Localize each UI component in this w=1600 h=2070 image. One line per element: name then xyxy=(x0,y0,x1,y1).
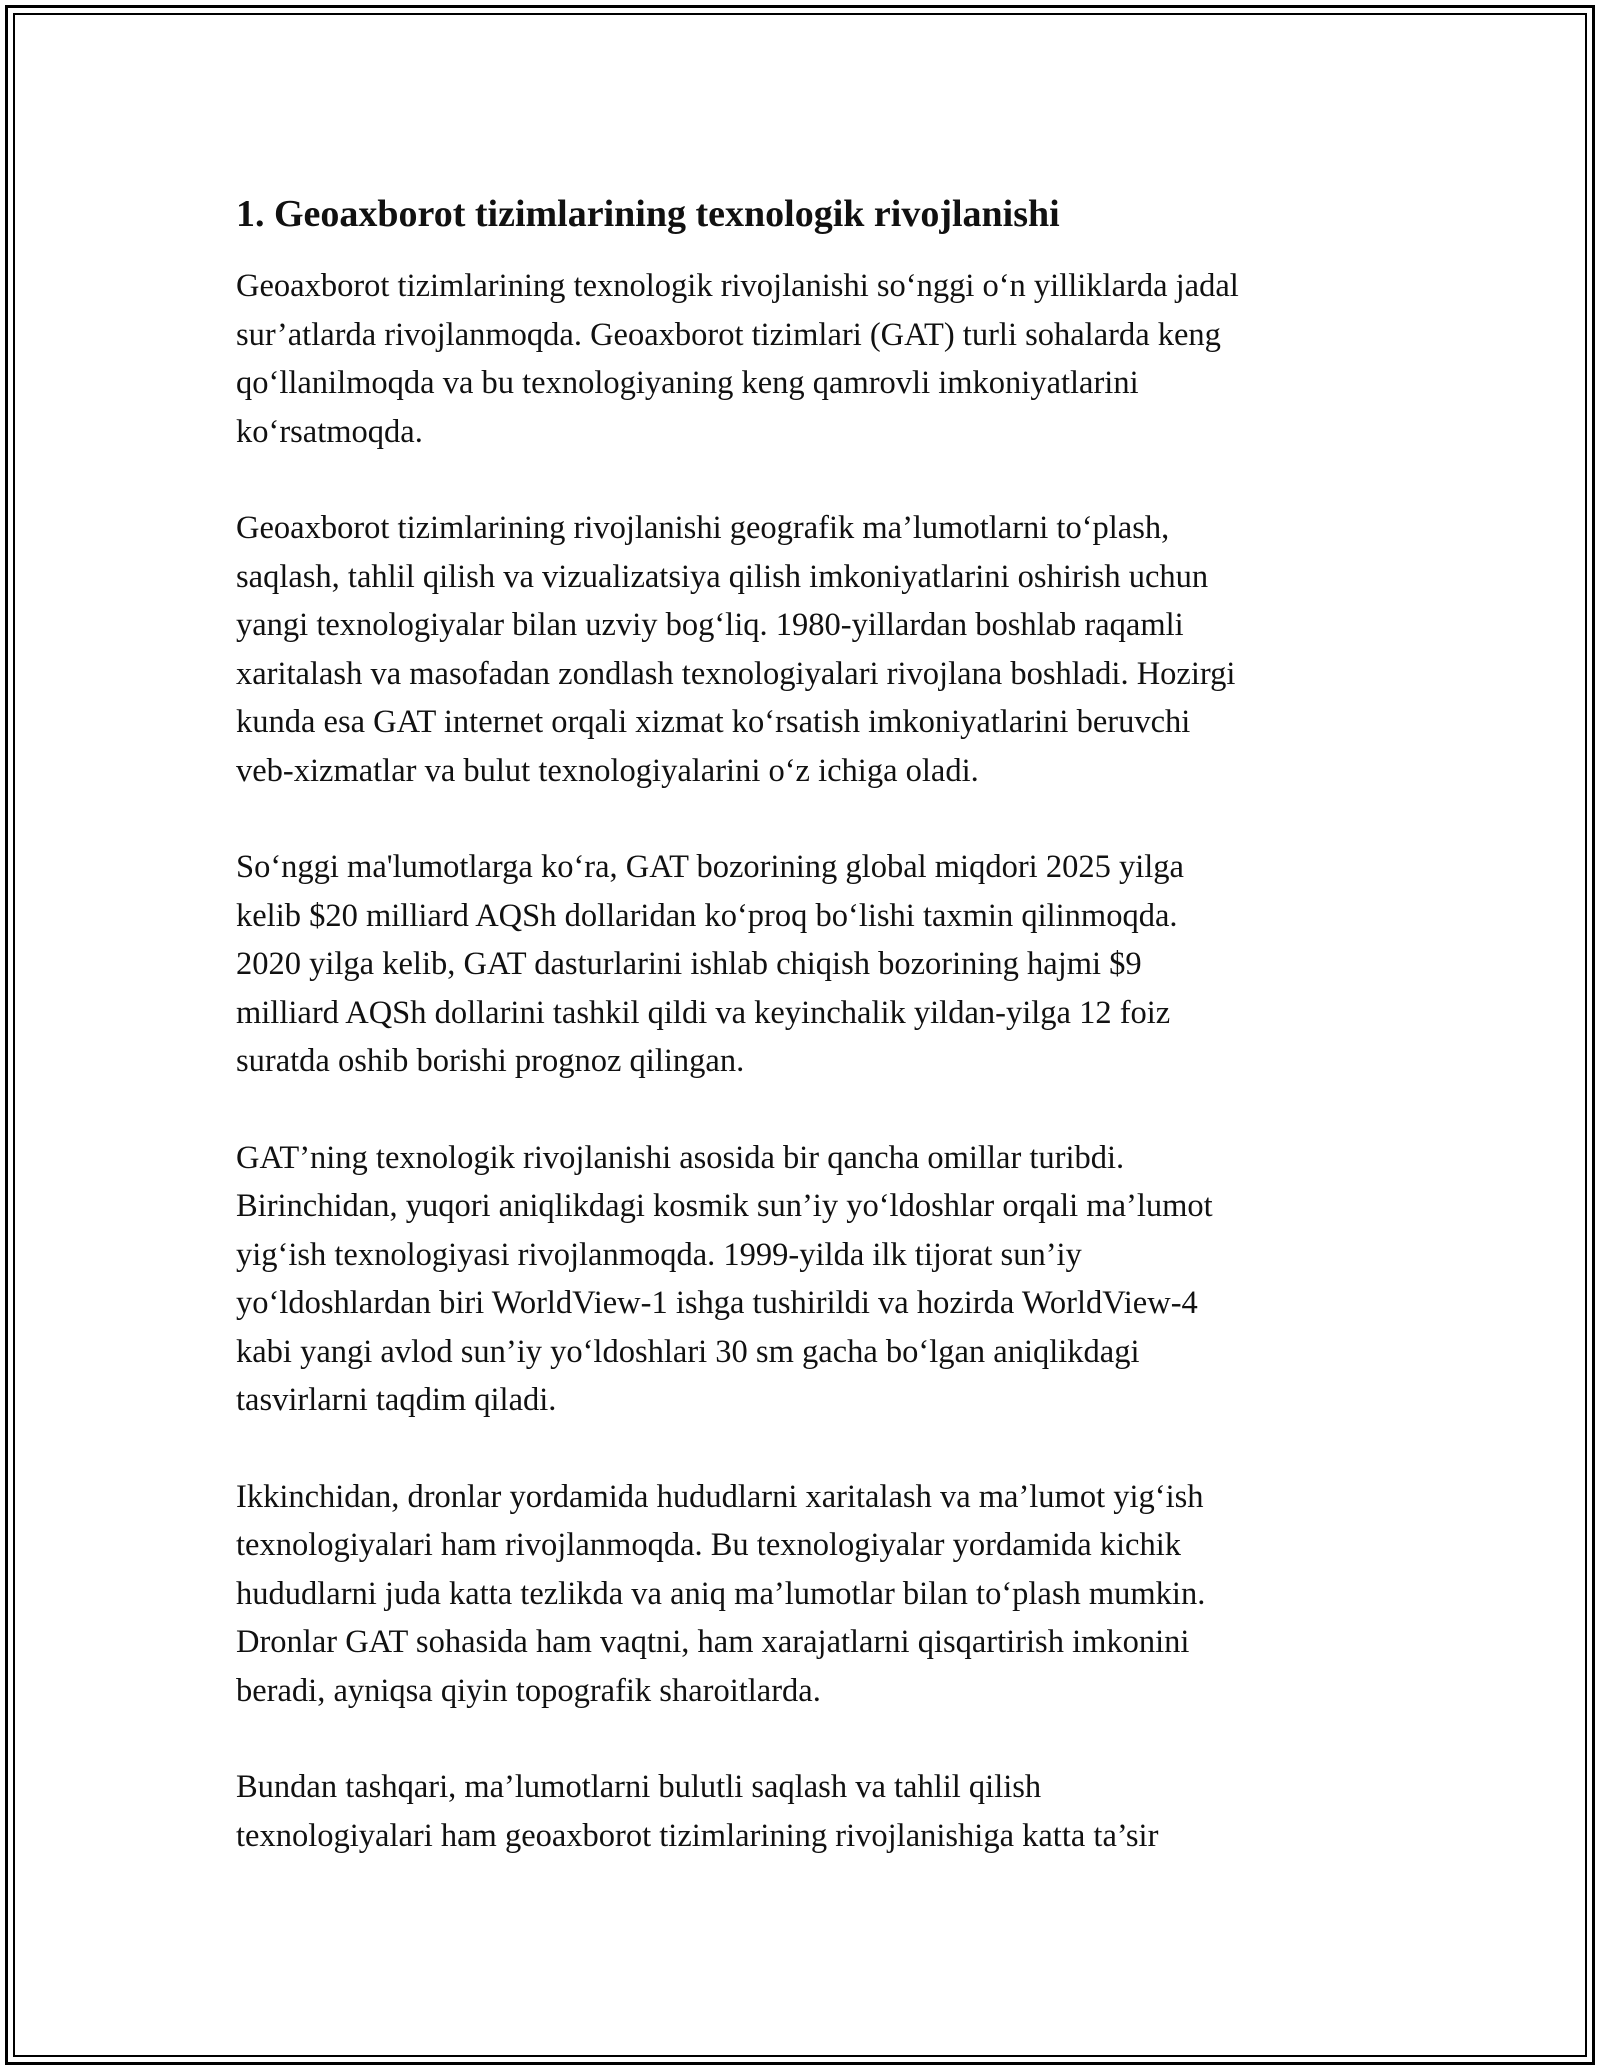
paragraph-3 xyxy=(236,843,1386,1086)
paragraph-line: yangi texnologiyalar bilan uzviy bog‘liq. 1980-yillardan boshlab raqamli xyxy=(236,607,1184,643)
paragraph-line: Birinchidan, yuqori aniqlikdagi kosmik sun’iy yo‘ldoshlar orqali ma’lumot xyxy=(236,1188,1213,1224)
paragraph-line: saqlash, tahlil qilish va vizualizatsiya qilish imkoniyatlarini oshirish uchun xyxy=(236,558,1209,595)
paragraph-line: kabi yangi avlod sun’iy yo‘ldoshlari 30 sm gacha bo‘lgan aniqlikdagi xyxy=(236,1333,1140,1370)
paragraph-line: Geoaxborot tizimlarining texnologik rivojlanishi so‘nggi o‘n yilliklarda jadal xyxy=(236,268,1239,304)
paragraph-line: tasvirlarni taqdim qiladi. xyxy=(236,1382,557,1418)
paragraph-line: GAT’ning texnologik rivojlanishi asosida bir qancha omillar turibdi. xyxy=(236,1139,1125,1176)
paragraph-4 xyxy=(236,1134,1386,1425)
paragraph-line: milliard AQSh dollarini tashkil qildi va keyinchalik yildan-yilga 12 foiz xyxy=(236,994,1171,1031)
document-body xyxy=(236,186,1386,1908)
paragraph-6 xyxy=(236,1763,1386,1860)
paragraph-line: ko‘rsatmoqda. xyxy=(236,413,423,450)
paragraph-line: yo‘ldoshlardan biri WorldView-1 ishga tushirildi va hozirda WorldView-4 xyxy=(236,1285,1198,1321)
paragraph-line: sur’atlarda rivojlanmoqda. Geoaxborot tizimlari (GAT) turli sohalarda keng xyxy=(236,316,1221,353)
paragraph-1 xyxy=(236,262,1386,456)
paragraph-line: veb-xizmatlar va bulut texnologiyalarini o‘z ichiga oladi. xyxy=(236,752,979,789)
paragraph-line: texnologiyalari ham geoaxborot tizimlarining rivojlanishiga katta ta’sir xyxy=(236,1817,1159,1854)
paragraph-2 xyxy=(236,504,1386,795)
paragraph-line: hududlarni juda katta tezlikda va aniq ma’lumotlar bilan to‘plash mumkin. xyxy=(236,1575,1206,1612)
paragraph-line: texnologiyalari ham rivojlanmoqda. Bu texnologiyalar yordamida kichik xyxy=(236,1527,1181,1563)
paragraph-line: xaritalash va masofadan zondlash texnologiyalari rivojlana boshladi. Hozirgi xyxy=(236,655,1236,692)
paragraph-line: Bundan tashqari, ma’lumotlarni bulutli saqlash va tahlil qilish xyxy=(236,1769,1042,1805)
paragraph-5 xyxy=(236,1473,1386,1716)
paragraph-line: kunda esa GAT internet orqali xizmat ko‘rsatish imkoniyatlarini beruvchi xyxy=(236,704,1191,740)
paragraph-line: Dronlar GAT sohasida ham vaqtni, ham xarajatlarni qisqartirish imkonini xyxy=(236,1624,1190,1660)
paragraph-line: qo‘llanilmoqda va bu texnologiyaning keng qamrovli imkoniyatlarini xyxy=(236,365,1139,401)
section-title: 1. Geoaxborot tizimlarining texnologik rivojlanishi xyxy=(236,193,1060,235)
paragraph-line: Geoaxborot tizimlarining rivojlanishi geografik ma’lumotlarni to‘plash, xyxy=(236,510,1170,546)
paragraph-line: suratda oshib borishi prognoz qilingan. xyxy=(236,1043,745,1079)
paragraph-line: yig‘ish texnologiyasi rivojlanmoqda. 1999-yilda ilk tijorat sun’iy xyxy=(236,1236,1082,1273)
paragraph-line: kelib $20 milliard AQSh dollaridan ko‘proq bo‘lishi taxmin qilinmoqda. xyxy=(236,897,1178,934)
paragraph-line: So‘nggi ma'lumotlarga ko‘ra, GAT bozorining global miqdori 2025 yilga xyxy=(236,849,1184,885)
paragraph-line: 2020 yilga kelib, GAT dasturlarini ishlab chiqish bozorining hajmi $9 xyxy=(236,946,1142,982)
paragraph-line: beradi, ayniqsa qiyin topografik sharoitlarda. xyxy=(236,1672,821,1709)
paragraph-line: Ikkinchidan, dronlar yordamida hududlarni xaritalash va ma’lumot yig‘ish xyxy=(236,1478,1204,1515)
